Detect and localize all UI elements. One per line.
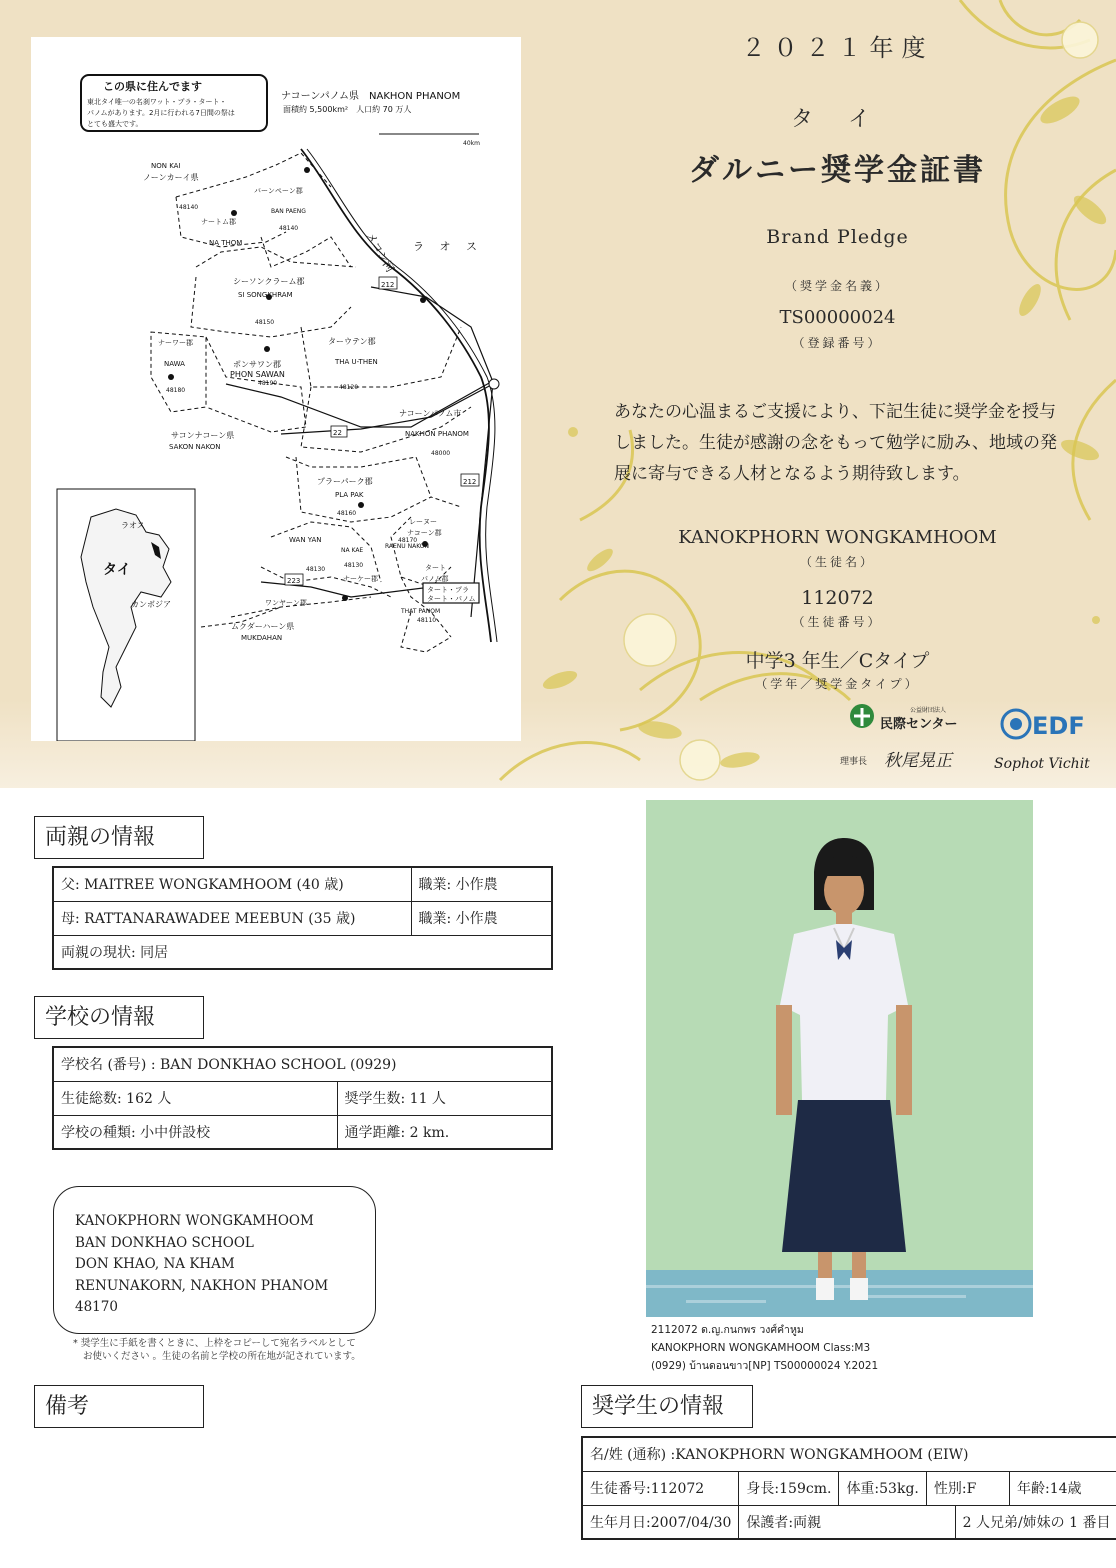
mekong-river	[301, 149, 491, 642]
road-number: 223	[287, 577, 301, 585]
org-name: 民際センター	[880, 717, 958, 732]
map-label: サコンナコーン県	[171, 431, 235, 440]
map-label: レーヌー	[409, 518, 437, 526]
commute-distance: 通学距離: 2 km.	[337, 1115, 552, 1149]
scholar-age: 年齢:14歳	[1010, 1471, 1116, 1505]
map-label: PLA PAK	[335, 491, 364, 499]
laos-label: ラ オ ス	[413, 240, 483, 253]
temple-label: タート・プラ	[427, 586, 469, 594]
map-label: 48120	[339, 384, 359, 391]
parents-status: 両親の現状: 同居	[53, 935, 552, 969]
scholar-heading: 奨学生の情報	[581, 1385, 753, 1428]
map-label: 48160	[337, 510, 357, 517]
sponsor-name-label: （奨学金名義）	[784, 279, 890, 293]
address-line: 48170	[75, 1299, 118, 1315]
address-line: DON KHAO, NA KHAM	[75, 1256, 235, 1272]
certificate-country: タ イ	[791, 107, 884, 132]
scholar-birthdate: 生年月日:2007/04/30	[582, 1505, 739, 1539]
school-name: 学校名 (番号) : BAN DONKHAO SCHOOL (0929)	[53, 1047, 552, 1081]
edf-signature: Sophot Vichit	[994, 756, 1090, 772]
map-callout-line: とても盛大です。	[87, 120, 143, 128]
certificate-year: ２０２１年度	[741, 34, 934, 62]
map-label: 48170	[398, 537, 418, 544]
scholar-guardian: 保護者:両親	[739, 1505, 955, 1539]
address-line: RENUNAKORN, NAKHON PHANOM	[75, 1277, 329, 1294]
address-line: KANOKPHORN WONGKAMHOOM	[75, 1213, 314, 1229]
map-label: ターウテン郡	[328, 337, 376, 346]
map-label: PHON SAWAN	[230, 370, 285, 379]
map-label: 48140	[279, 225, 299, 232]
student-name-label: （生徒名）	[799, 555, 875, 569]
scholar-gender: 性別:F	[926, 1471, 1009, 1505]
temple-label: タート・パノム	[427, 595, 476, 603]
parents-table	[52, 866, 553, 970]
scholar-name: 名/姓 (通称) :KANOKPHORN WONGKAMHOOM (EIW)	[582, 1437, 1116, 1471]
map-label: WAN YAN	[289, 536, 322, 544]
edf-logo-text: EDF	[1032, 712, 1085, 740]
photo-caption	[651, 1321, 878, 1375]
school-heading: 学校の情報	[34, 996, 204, 1039]
map-label: ポンサワン郡	[233, 360, 281, 369]
org-small-label: 公益財団法人	[910, 707, 947, 714]
map-area-info: 面積約 5,500km² 人口約 70 万人	[283, 105, 412, 114]
total-students: 生徒総数: 162 人	[53, 1081, 337, 1115]
certificate-student-number: 112072	[801, 587, 874, 609]
map-label: 48130	[306, 566, 326, 573]
map-label: THAT PANOM	[401, 608, 441, 615]
inset-thai-label: タイ	[103, 562, 131, 578]
map-label: ナコーンパノム市	[399, 409, 462, 418]
photo-caption-line: KANOKPHORN WONGKAMHOOM Class:M3	[651, 1342, 871, 1354]
map-label: THA U-THEN	[335, 358, 378, 366]
map-label: SAKON NAKON	[169, 443, 221, 451]
map-label: ナートム郡	[201, 218, 236, 226]
city-dots	[168, 167, 499, 601]
school-type: 学校の種類: 小中併設校	[53, 1115, 337, 1149]
address-note-line: お使いください 。生徒の名前と学校の所在地が記されています。	[83, 1351, 361, 1362]
map-label: ナーケー郡	[343, 575, 378, 583]
address-note	[73, 1337, 361, 1363]
map-label: タート	[425, 564, 446, 572]
address-label	[53, 1186, 376, 1334]
chairman-label: 理事長	[840, 757, 868, 767]
minsai-center-logo	[840, 700, 990, 775]
road-number: 22	[333, 429, 342, 437]
map-label: MUKDAHAN	[241, 634, 283, 642]
edf-logo	[990, 704, 1110, 780]
scholar-weight: 体重:53kg.	[839, 1471, 926, 1505]
certificate-student-name: KANOKPHORN WONGKAMHOOM	[678, 527, 997, 548]
map-label: プラーパーク郡	[317, 477, 373, 486]
mother-job: 職業: 小作農	[411, 901, 552, 935]
inset-cambodia-label: カンボジア	[131, 600, 171, 609]
chairman-signature: 秋尾晃正	[884, 751, 952, 771]
scholar-height: 身長:159cm.	[739, 1471, 839, 1505]
parents-heading: 両親の情報	[34, 816, 204, 859]
map-label: NA THOM	[209, 239, 243, 247]
map-label: NON KAI	[151, 162, 181, 170]
map-label: バーンペーン郡	[254, 187, 303, 195]
map-label: NA KAE	[341, 547, 364, 554]
map-label: パノム郡	[421, 575, 449, 583]
scholar-student-number: 生徒番号:112072	[582, 1471, 739, 1505]
map-label: ナーワー郡	[158, 339, 193, 347]
mekong-label: メコン河	[363, 230, 397, 275]
map-label: RAENU NAKON	[385, 543, 430, 550]
map-label: 48140	[179, 204, 199, 211]
map-label: NAKHON PHANOM	[405, 430, 469, 438]
scholar-table	[581, 1436, 1116, 1540]
mekong-river-bank	[307, 149, 497, 642]
registration-number-label: （登録番号）	[792, 336, 883, 350]
certificate-title: ダルニー奨学金証書	[689, 153, 986, 188]
map-label: 48110	[417, 617, 437, 624]
map-label: ノーンカーイ県	[143, 173, 199, 182]
grade-type-label: （学年／奨学金タイプ）	[755, 677, 920, 691]
map-label: ムクダーハーン県	[231, 622, 295, 631]
sponsor-name: Brand Pledge	[766, 226, 909, 248]
map-label: シーソンクラーム郡	[233, 277, 305, 286]
remarks-heading: 備考	[34, 1385, 204, 1428]
map-label: 48000	[431, 450, 451, 457]
father-job: 職業: 小作農	[411, 867, 552, 901]
map-label: SI SONGKHRAM	[238, 291, 293, 299]
photo-caption-line: (0929) บ้านดอนขาว[NP] TS00000024 Y.2021	[651, 1360, 879, 1372]
map-province-title: ナコーンパノム県 NAKHON PHANOM	[281, 91, 461, 102]
road-number: 212	[381, 281, 395, 289]
map-label: ナコーン郡	[407, 529, 442, 537]
map-label: 48150	[255, 319, 275, 326]
address-line: BAN DONKHAO SCHOOL	[75, 1234, 254, 1251]
student-number-label: （生徒番号）	[792, 615, 883, 629]
map-callout-title: この県に住んでます	[103, 80, 202, 93]
map-label: NAWA	[164, 360, 185, 368]
map-callout-line: 東北タイ唯一の名刹ワット・プラ・タート・	[87, 98, 227, 106]
grade-type: 中学3 年生／Cタイプ	[745, 650, 930, 672]
edf-emblem-core-icon	[1010, 718, 1022, 730]
mother-info: 母: RATTANARAWADEE MEEBUN (35 歳)	[53, 901, 411, 935]
inset-laos-label: ラオス	[121, 521, 145, 530]
scholar-siblings: 2 人兄弟/姉妹の 1 番目	[955, 1505, 1116, 1539]
student-photo-drawing	[646, 800, 1033, 1317]
map-label: BAN PAENG	[271, 208, 306, 215]
scholar-count: 奨学生数: 11 人	[337, 1081, 552, 1115]
father-info: 父: MAITREE WONGKAMHOOM (40 歳)	[53, 867, 411, 901]
registration-number: TS00000024	[779, 307, 896, 328]
address-note-line: * 奨学生に手紙を書くときに、上枠をコピーして宛名ラベルとして	[73, 1338, 356, 1349]
map-callout-line: パノムがあります。2月に行われる7日間の祭は	[87, 109, 235, 117]
school-table	[52, 1046, 553, 1150]
province-map-drawing	[31, 37, 521, 741]
certificate-message: あなたの心温まるご支援により、下記生徒に奨学金を授与しました。生徒が感謝の念をもって勉学に励み、地域の発展に寄与できる人材となるよう期待致します。	[614, 402, 1058, 484]
map-scale-label: 40km	[463, 140, 480, 147]
map-label: 48180	[166, 387, 186, 394]
map-label: 48190	[258, 380, 278, 387]
map-label: ワンヤーン郡	[265, 599, 307, 607]
photo-caption-line: 2112072 ด.ญ.กนกพร วงศ์คำหูม	[651, 1324, 804, 1336]
province-map	[31, 37, 521, 741]
road-number: 212	[463, 478, 477, 486]
map-label: 48130	[344, 562, 364, 569]
student-photo	[646, 800, 1033, 1317]
